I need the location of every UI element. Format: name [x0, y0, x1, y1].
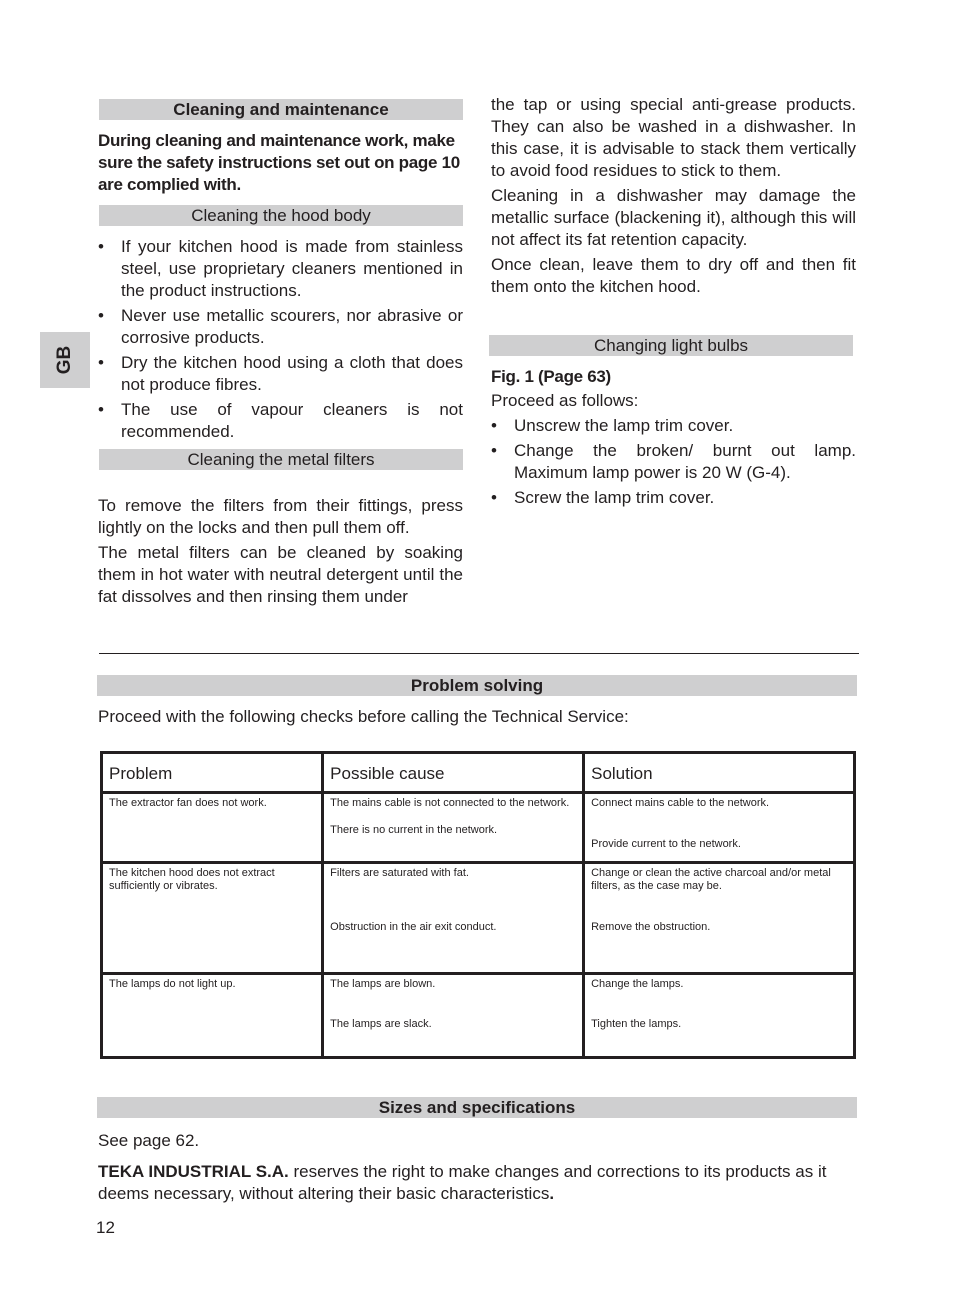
bullet-icon: •	[98, 353, 104, 372]
column-header-problem: Problem	[102, 753, 323, 793]
solution-cell: Connect mains cable to the network. Provide current to the network.	[584, 793, 855, 863]
problem-cell: The lamps do not light up.	[102, 974, 323, 1058]
proceed-text: Proceed as follows:	[491, 391, 639, 410]
bullet-icon: •	[98, 306, 104, 325]
cause-cell: Filters are saturated with fat. Obstruction in the air exit conduct.	[323, 863, 584, 974]
table-row	[102, 793, 855, 863]
disclaimer-period: .	[549, 1184, 555, 1203]
solution-cell: Change or clean the active charcoal and/or metal filters, as the case may be. Remove the obstruction.	[584, 863, 855, 974]
solution-cell: Change the lamps. Tighten the lamps.	[584, 974, 855, 1058]
sizes-heading: Sizes and specifications	[97, 1097, 857, 1118]
problem-intro: Proceed with the following checks before calling the Technical Service:	[98, 707, 629, 726]
bullet-icon: •	[491, 441, 497, 460]
cause-cell: The lamps are blown. The lamps are slack.	[323, 974, 584, 1058]
safety-intro: During cleaning and maintenance work, make sure the safety instructions set out on page 10 are complied with.	[98, 131, 460, 194]
cleaning-maintenance-heading: Cleaning and maintenance	[99, 99, 463, 120]
language-tab	[40, 332, 90, 388]
list-item: • The use of vapour cleaners is not recommended.	[98, 400, 463, 441]
column-header-cause: Possible cause	[323, 753, 584, 793]
cause-cell: The mains cable is not connected to the network. There is no current in the network.	[323, 793, 584, 863]
light-bulbs-heading: Changing light bulbs	[489, 335, 853, 356]
problem-table	[100, 751, 856, 1059]
dishwasher-paragraph: Cleaning in a dishwasher may damage the metallic surface (blackening it), although this will not affect its fat retention capacity.	[491, 186, 856, 249]
company-name: TEKA INDUSTRIAL S.A.	[98, 1162, 289, 1181]
column-header-solution: Solution	[584, 753, 855, 793]
figure-reference: Fig. 1 (Page 63)	[491, 367, 611, 386]
problem-solving-heading: Problem solving	[97, 675, 857, 696]
language-tab-label: GB	[54, 345, 75, 375]
page-number: 12	[96, 1218, 115, 1237]
metal-filters-heading: Cleaning the metal filters	[99, 449, 463, 470]
table-row	[102, 863, 855, 974]
list-item: • Never use metallic scourers, nor abrasive or corrosive products.	[98, 306, 463, 347]
bullet-icon: •	[491, 416, 497, 435]
section-divider	[99, 653, 859, 654]
disclaimer-body: reserves the right to make changes and corrections to its products as it deems necessary, without altering their basic characteristics	[98, 1162, 827, 1203]
list-item: • Screw the lamp trim cover.	[491, 488, 715, 507]
disclaimer-text	[98, 1161, 858, 1205]
dry-off-paragraph: Once clean, leave them to dry off and then fit them onto the kitchen hood.	[491, 255, 856, 296]
list-item: • Unscrew the lamp trim cover.	[491, 416, 734, 435]
bulb-steps-list	[491, 415, 856, 509]
filters-paragraph-2: The metal filters can be cleaned by soaking them in hot water with neutral detergent until the fat dissolves and then rinsing them under	[98, 543, 463, 606]
table-row	[102, 974, 855, 1058]
filters-paragraph-3: the tap or using special anti-grease products. They can also be washed in a dishwasher. In this case, it is advisable to stack them vertically to avoid food residues to stick to them.	[491, 95, 856, 180]
table-header-row	[102, 753, 855, 793]
see-page-text: See page 62.	[98, 1131, 200, 1150]
problem-cell: The extractor fan does not work.	[102, 793, 323, 863]
problem-cell: The kitchen hood does not extract sufficiently or vibrates.	[102, 863, 323, 974]
filters-paragraph-1: To remove the filters from their fittings, press lightly on the locks and then pull them off.	[98, 496, 463, 537]
list-item: • Dry the kitchen hood using a cloth that does not produce fibres.	[98, 353, 463, 394]
hood-body-list	[98, 236, 463, 443]
bullet-icon: •	[491, 488, 497, 507]
bullet-icon: •	[98, 237, 104, 256]
list-item: • If your kitchen hood is made from stainless steel, use proprietary cleaners mentioned in the product instructions.	[98, 237, 463, 300]
list-item: • Change the broken/ burnt out lamp. Maximum lamp power is 20 W (G-4).	[491, 441, 856, 482]
bullet-icon: •	[98, 400, 104, 419]
hood-body-heading: Cleaning the hood body	[99, 205, 463, 226]
